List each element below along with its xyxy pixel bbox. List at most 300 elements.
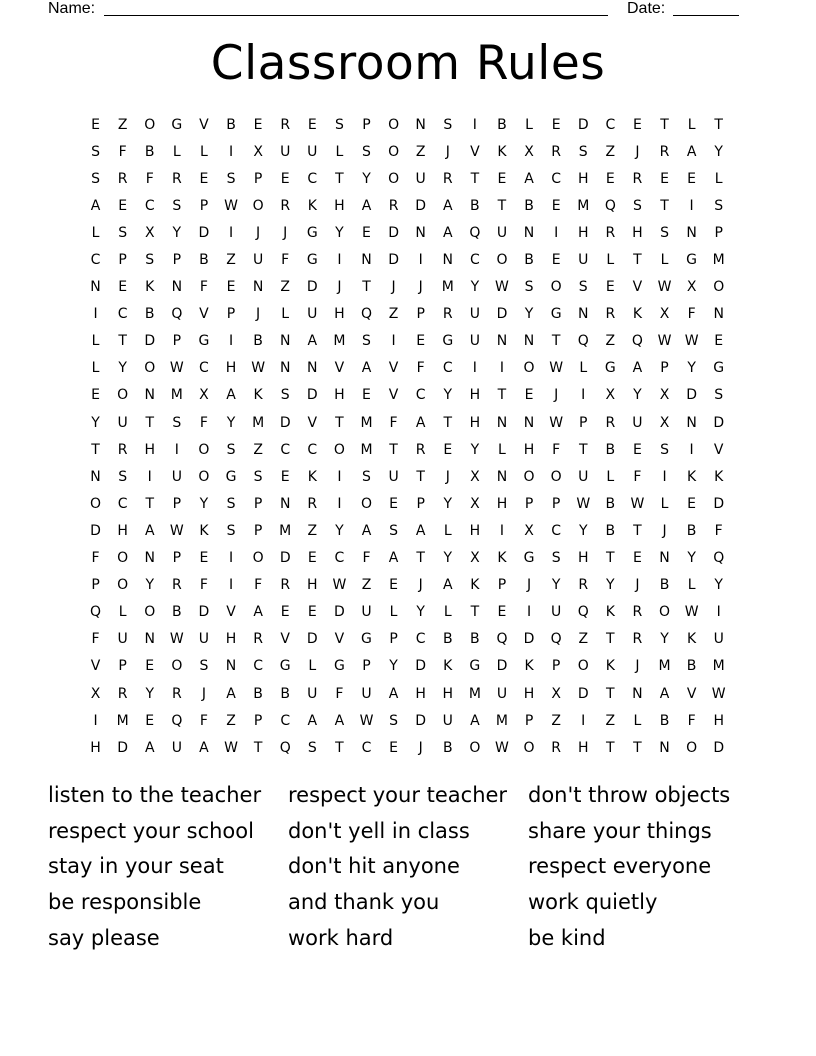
grid-letter: C (280, 441, 291, 458)
grid-letter: S (632, 197, 642, 214)
grid-letter: G (686, 252, 698, 269)
page-title: Classroom Rules (210, 36, 606, 91)
grid-letter: D (279, 550, 291, 567)
word-bank-item: share your things (528, 818, 712, 843)
grid-letter: P (172, 252, 182, 269)
grid-letter: T (335, 739, 344, 756)
grid-letter: H (415, 685, 426, 702)
grid-letter: J (635, 658, 640, 675)
grid-letter: V (307, 414, 318, 431)
grid-letter: J (418, 279, 423, 296)
grid-letter: V (226, 604, 236, 621)
grid-letter: D (713, 414, 725, 431)
grid-letter: W (549, 414, 564, 431)
grid-letter: A (226, 685, 236, 702)
grid-letter: S (714, 197, 724, 214)
grid-letter: D (415, 658, 427, 675)
grid-letter: I (174, 441, 179, 458)
grid-letter: P (551, 658, 561, 675)
grid-letter: N (415, 224, 426, 241)
grid-letter: Z (361, 577, 372, 594)
grid-letter: Z (551, 712, 561, 729)
grid-letter: C (605, 116, 616, 133)
grid-letter: U (117, 414, 128, 431)
grid-letter: R (307, 495, 318, 512)
grid-letter: P (91, 577, 100, 594)
grid-letter: R (388, 197, 399, 214)
grid-letter: Q (577, 604, 589, 621)
grid-letter: X (470, 495, 480, 512)
grid-letter: N (523, 224, 535, 241)
grid-letter: F (199, 577, 208, 594)
grid-letter: K (443, 658, 453, 675)
grid-letter: C (117, 306, 128, 323)
grid-letter: J (201, 685, 206, 702)
grid-letter: G (713, 360, 725, 377)
grid-letter: P (579, 414, 588, 431)
grid-letter: R (632, 604, 643, 621)
grid-letter: S (660, 441, 669, 458)
grid-letter: T (660, 197, 669, 214)
grid-letter: T (633, 739, 642, 756)
grid-letter: H (334, 387, 345, 404)
grid-letter: N (144, 631, 155, 648)
grid-letter: T (362, 279, 371, 296)
grid-letter: L (443, 604, 452, 621)
grid-letter: I (228, 333, 234, 350)
grid-letter: C (415, 631, 426, 648)
grid-letter: R (117, 170, 128, 187)
grid-letter: J (256, 224, 261, 241)
grid-letter: U (361, 685, 372, 702)
grid-letter: R (659, 143, 670, 160)
grid-letter: Y (606, 577, 615, 594)
grid-letter: W (549, 360, 564, 377)
grid-letter: I (472, 360, 477, 377)
grid-letter: P (524, 495, 534, 512)
grid-letter: Z (415, 143, 426, 160)
grid-letter: A (415, 522, 426, 539)
grid-letter: Y (443, 550, 453, 567)
grid-letter: R (605, 306, 616, 323)
grid-letter: F (145, 170, 154, 187)
grid-letter: U (713, 631, 724, 648)
grid-letter: D (686, 387, 697, 404)
grid-letter: F (389, 414, 398, 431)
grid-letter: X (524, 143, 534, 160)
grid-letter: H (225, 360, 237, 377)
grid-letter: U (469, 333, 480, 350)
grid-letter: E (226, 279, 236, 296)
grid-letter: V (334, 360, 345, 377)
grid-letter: K (524, 658, 534, 675)
grid-letter: D (577, 685, 589, 702)
grid-letter: S (524, 279, 534, 296)
grid-letter: E (145, 658, 155, 675)
grid-letter: X (199, 387, 209, 404)
grid-letter: N (307, 360, 318, 377)
grid-letter: H (577, 550, 589, 567)
grid-letter: V (90, 658, 101, 675)
grid-letter: V (388, 360, 399, 377)
grid-letter: P (524, 712, 534, 729)
grid-letter: Z (388, 306, 399, 323)
grid-letter: M (577, 197, 590, 214)
grid-letter: N (577, 306, 589, 323)
grid-letter: Z (578, 631, 589, 648)
grid-letter: H (225, 631, 237, 648)
grid-letter: T (443, 414, 453, 431)
grid-letter: T (416, 468, 425, 485)
grid-letter: J (445, 143, 450, 160)
grid-letter: I (228, 577, 234, 594)
grid-letter: O (550, 468, 562, 485)
grid-letter: W (169, 360, 184, 377)
grid-letter: S (226, 441, 236, 458)
word-bank-item: stay in your seat (48, 854, 224, 879)
grid-letter: F (687, 306, 696, 323)
grid-letter: R (171, 685, 182, 702)
word-bank-item: don't hit anyone (288, 854, 460, 879)
grid-letter: U (171, 468, 182, 485)
grid-letter: E (253, 116, 263, 133)
grid-letter: E (660, 170, 669, 187)
grid-letter: A (686, 143, 697, 160)
word-bank-item: don't throw objects (528, 783, 731, 807)
grid-letter: Q (171, 712, 183, 729)
grid-letter: B (605, 495, 616, 512)
grid-letter: E (687, 495, 697, 512)
grid-letter: A (470, 712, 480, 729)
grid-letter: P (416, 306, 425, 323)
grid-letter: B (659, 712, 670, 729)
grid-letter: I (526, 604, 532, 621)
grid-letter: K (497, 143, 507, 160)
grid-letter: O (577, 658, 589, 675)
grid-letter: O (144, 360, 156, 377)
grid-letter: D (144, 333, 156, 350)
grid-letter: T (470, 170, 480, 187)
grid-letter: D (198, 224, 210, 241)
grid-letter: G (442, 333, 454, 350)
grid-letter: F (362, 550, 371, 567)
grid-letter: X (470, 468, 480, 485)
grid-letter: N (279, 495, 291, 512)
grid-letter: Q (577, 333, 589, 350)
grid-letter: Y (226, 414, 236, 431)
grid-letter: C (551, 170, 562, 187)
grid-letter: K (605, 658, 615, 675)
grid-letter: E (118, 197, 128, 214)
grid-letter: E (605, 279, 615, 296)
grid-letter: K (497, 550, 507, 567)
grid-letter: Z (226, 252, 236, 269)
grid-letter: L (91, 360, 100, 377)
grid-letter: P (362, 658, 371, 675)
grid-letter: W (359, 712, 374, 729)
grid-letter: B (172, 604, 182, 621)
grid-letter: F (416, 360, 425, 377)
grid-letter: B (442, 739, 453, 756)
grid-letter: A (307, 333, 318, 350)
grid-letter: I (228, 143, 234, 160)
grid-letter: U (578, 468, 589, 485)
grid-letter: E (118, 279, 128, 296)
grid-letter: E (605, 170, 615, 187)
grid-letter: B (605, 441, 616, 458)
grid-letter: A (659, 685, 670, 702)
grid-letter: P (714, 224, 723, 241)
grid-letter: J (418, 739, 423, 756)
grid-letter: R (578, 577, 589, 594)
grid-letter: P (551, 495, 561, 512)
grid-letter: H (469, 414, 481, 431)
grid-letter: O (252, 197, 264, 214)
grid-letter: Y (443, 495, 453, 512)
grid-letter: T (253, 739, 263, 756)
grid-letter: M (360, 441, 373, 458)
grid-letter: J (283, 224, 288, 241)
grid-letter: T (497, 387, 507, 404)
grid-letter: K (145, 279, 155, 296)
grid-letter: Y (389, 658, 398, 675)
grid-letter: G (225, 468, 237, 485)
grid-letter: V (686, 685, 697, 702)
grid-letter: L (389, 604, 398, 621)
grid-letter: V (199, 116, 209, 133)
grid-letter: R (632, 170, 643, 187)
grid-letter: R (171, 577, 182, 594)
grid-letter: B (280, 685, 290, 702)
grid-letter: L (91, 224, 100, 241)
grid-letter: O (388, 170, 400, 187)
grid-letter: Y (470, 441, 480, 458)
grid-letter: R (117, 441, 128, 458)
grid-letter: M (468, 685, 481, 702)
grid-letter: K (687, 468, 697, 485)
grid-letter: B (686, 658, 697, 675)
grid-letter: B (659, 577, 670, 594)
grid-letter: R (442, 306, 453, 323)
grid-letter: E (145, 712, 155, 729)
grid-letter: N (415, 116, 426, 133)
grid-letter: W (332, 577, 347, 594)
grid-letter: R (117, 685, 128, 702)
grid-letter: O (144, 116, 156, 133)
grid-letter: E (443, 441, 453, 458)
grid-letter: I (147, 468, 152, 485)
grid-letter: I (337, 252, 342, 269)
grid-letter: K (605, 604, 615, 621)
grid-letter: U (117, 631, 128, 648)
grid-letter: I (689, 441, 694, 458)
grid-letter: A (442, 224, 453, 241)
grid-letter: T (578, 441, 588, 458)
grid-letter: Y (714, 577, 723, 594)
grid-letter: Z (307, 522, 318, 539)
grid-letter: E (714, 333, 724, 350)
grid-letter: B (144, 306, 155, 323)
grid-letter: O (333, 441, 345, 458)
grid-letter: K (199, 522, 209, 539)
grid-letter: A (144, 739, 155, 756)
grid-letter: U (280, 143, 291, 160)
grid-letter: H (469, 387, 481, 404)
grid-letter: T (606, 685, 615, 702)
grid-letter: H (632, 224, 643, 241)
grid-letter: A (199, 739, 209, 756)
grid-letter: U (442, 712, 453, 729)
grid-letter: N (686, 224, 697, 241)
grid-letter: S (118, 224, 128, 241)
word-bank-item: say please (48, 925, 160, 950)
grid-letter: S (443, 116, 453, 133)
word-bank-item: be responsible (48, 890, 202, 915)
grid-letter: O (117, 387, 129, 404)
grid-letter: F (118, 143, 127, 160)
grid-letter: W (495, 739, 509, 756)
grid-letter: C (117, 495, 128, 512)
grid-letter: O (144, 604, 156, 621)
grid-letter: A (361, 197, 372, 214)
grid-letter: Y (714, 143, 723, 160)
grid-letter: E (389, 739, 398, 756)
grid-letter: Y (172, 224, 182, 241)
grid-letter: Q (279, 739, 291, 756)
grid-letter: A (632, 360, 643, 377)
grid-letter: K (632, 306, 643, 323)
grid-letter: E (551, 252, 561, 269)
grid-letter: W (576, 495, 591, 512)
grid-letter: O (686, 739, 698, 756)
grid-letter: U (469, 306, 480, 323)
grid-letter: E (362, 224, 371, 241)
grid-letter: Y (335, 522, 344, 539)
grid-letter: R (280, 116, 291, 133)
grid-letter: Y (118, 360, 127, 377)
header-fields (48, 0, 748, 20)
grid-letter: R (551, 143, 561, 160)
grid-letter: R (632, 631, 643, 648)
grid-letter: W (224, 197, 238, 214)
grid-letter: F (254, 577, 263, 594)
grid-letter: D (198, 604, 210, 621)
grid-letter: H (442, 685, 454, 702)
grid-letter: T (335, 414, 344, 431)
grid-letter: K (253, 387, 263, 404)
grid-letter: H (469, 522, 481, 539)
grid-letter: Y (145, 685, 155, 702)
grid-letter: L (579, 360, 588, 377)
grid-letter: M (116, 712, 129, 729)
grid-letter: T (714, 116, 723, 133)
grid-letter: U (307, 306, 318, 323)
grid-letter: N (279, 360, 291, 377)
grid-letter: S (660, 224, 669, 241)
grid-letter: T (660, 116, 669, 133)
grid-letter: O (117, 550, 129, 567)
grid-letter: Y (687, 360, 696, 377)
grid-letter: G (523, 550, 535, 567)
grid-letter: C (253, 658, 263, 675)
grid-letter: Q (90, 604, 102, 621)
grid-letter: L (172, 143, 181, 160)
name-label: Name: (48, 0, 96, 17)
grid-letter: N (523, 414, 535, 431)
grid-letter: N (90, 279, 101, 296)
grid-letter: H (523, 685, 535, 702)
grid-letter: G (550, 306, 562, 323)
grid-letter: N (90, 468, 101, 485)
grid-letter: M (279, 522, 292, 539)
grid-letter: P (118, 658, 127, 675)
word-search-grid (82, 111, 732, 761)
grid-letter: P (172, 495, 182, 512)
grid-letter: L (633, 712, 642, 729)
grid-letter: A (442, 577, 453, 594)
grid-letter: R (442, 170, 453, 187)
grid-letter: I (581, 712, 586, 729)
grid-letter: Z (117, 116, 128, 133)
grid-letter: Y (199, 495, 209, 512)
grid-letter: T (91, 441, 100, 458)
grid-letter: E (280, 468, 290, 485)
word-bank-item: respect everyone (528, 854, 712, 879)
grid-letter: W (495, 279, 509, 296)
grid-letter: Y (470, 279, 480, 296)
grid-letter: V (388, 387, 399, 404)
grid-letter: D (306, 279, 318, 296)
grid-letter: U (496, 685, 508, 702)
grid-letter: X (686, 279, 697, 296)
grid-letter: Z (280, 279, 290, 296)
grid-letter: J (337, 279, 342, 296)
grid-letter: P (497, 577, 507, 594)
grid-letter: N (686, 414, 697, 431)
grid-letter: Q (713, 550, 725, 567)
grid-letter: E (307, 550, 317, 567)
grid-letter: S (389, 522, 399, 539)
grid-letter: X (659, 306, 670, 323)
grid-letter: C (334, 550, 345, 567)
grid-letter: I (499, 360, 505, 377)
grid-letter: G (279, 658, 291, 675)
grid-letter: F (633, 468, 642, 485)
grid-letter: G (306, 224, 318, 241)
grid-letter: C (90, 252, 101, 269)
grid-letter: H (117, 522, 128, 539)
grid-letter: Q (604, 197, 616, 214)
grid-letter: P (253, 495, 263, 512)
grid-letter: B (199, 252, 209, 269)
grid-letter: G (361, 631, 372, 648)
grid-letter: I (689, 197, 694, 214)
grid-letter: R (171, 170, 182, 187)
grid-letter: O (117, 577, 129, 594)
grid-letter: S (118, 468, 128, 485)
grid-letter: V (470, 143, 480, 160)
grid-letter: E (497, 604, 507, 621)
grid-letter: F (91, 631, 100, 648)
grid-letter: Y (91, 414, 100, 431)
grid-letter: P (226, 306, 236, 323)
grid-letter: O (523, 360, 535, 377)
grid-letter: S (551, 550, 561, 567)
grid-letter: L (308, 658, 317, 675)
grid-letter: P (362, 116, 371, 133)
grid-letter: I (581, 387, 586, 404)
grid-letter: P (172, 550, 182, 567)
